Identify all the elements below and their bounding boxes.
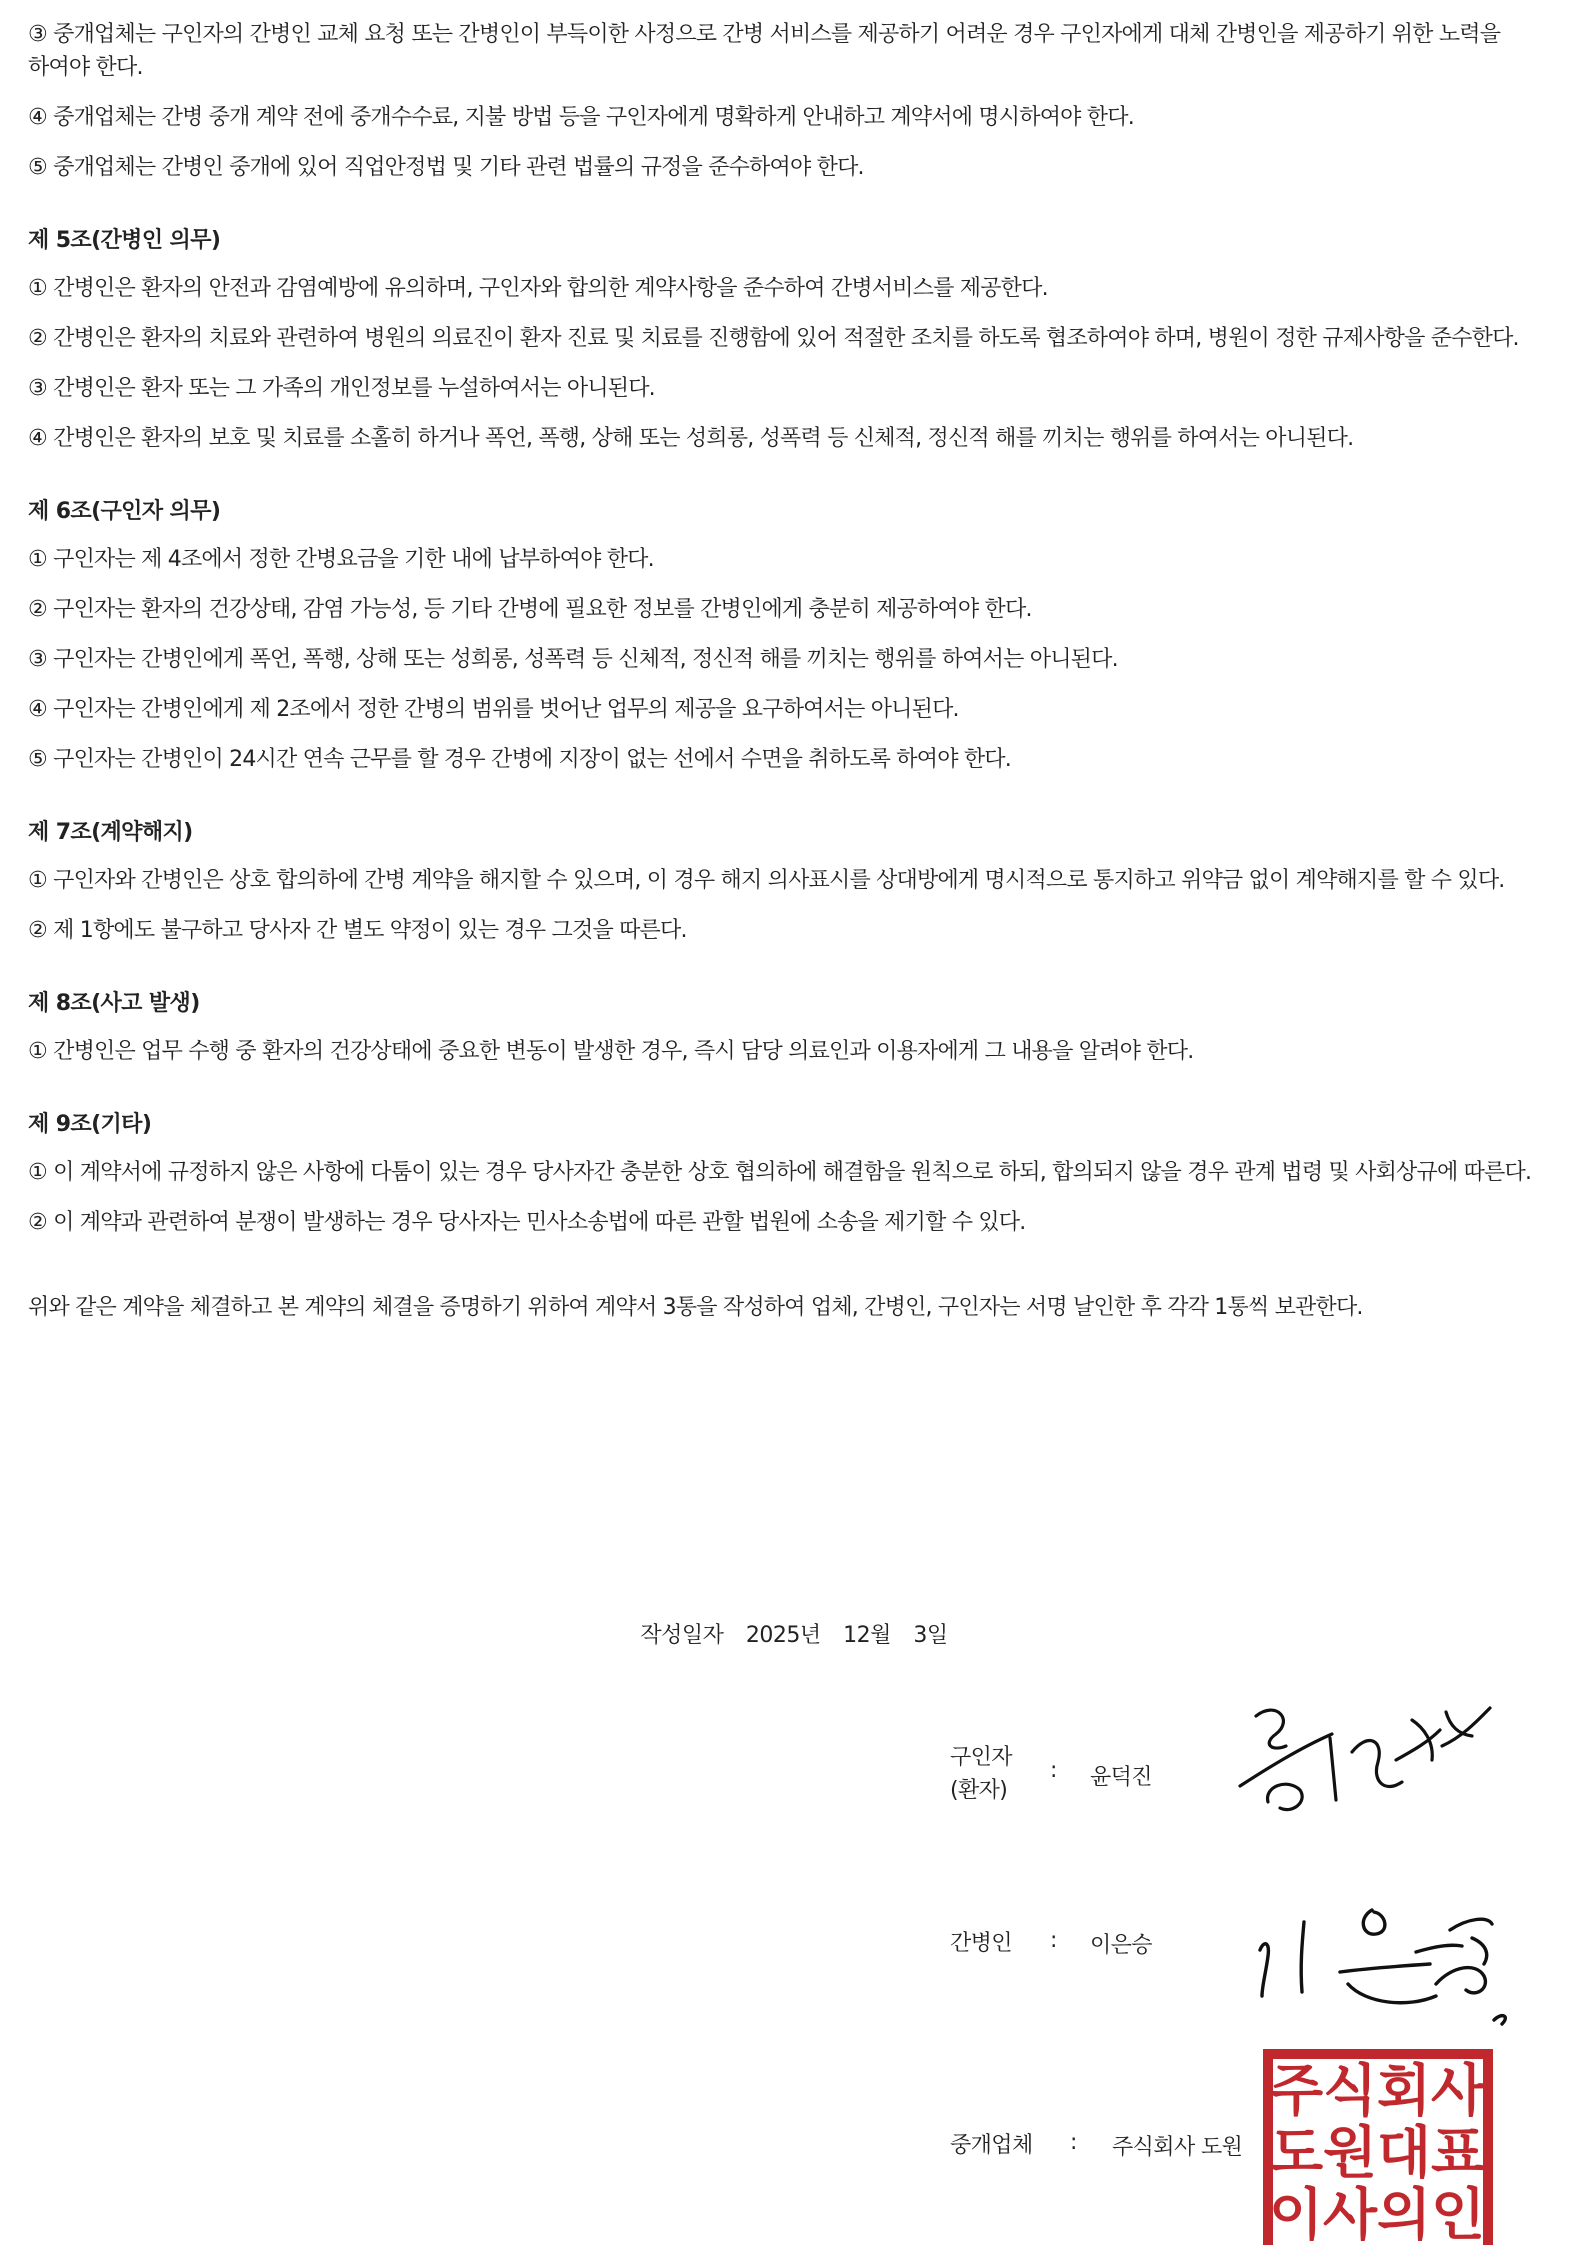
article9-clause-2: ② 이 계약과 관련하여 분쟁이 발생하는 경우 당사자는 민사소송법에 따른 관할 법원에 소송을 제기할 수 있다.	[28, 1210, 1026, 1235]
seal-character: 사	[1430, 2059, 1486, 2124]
agency-name: 주식회사 도원	[1112, 2135, 1243, 2160]
article4-clause-5: ⑤ 중개업체는 간병인 중개에 있어 직업안정법 및 기타 관련 법률의 규정을 준수하여야 한다.	[28, 155, 864, 180]
article4-clause-4: ④ 중개업체는 간병 중개 계약 전에 중개수수료, 지불 방법 등을 구인자에게 명확하게 안내하고 계약서에 명시하여야 한다.	[28, 105, 1134, 130]
requester-label: 구인자	[950, 1745, 1012, 1770]
date-year: 2025년	[745, 1623, 821, 1648]
seal-character: 도	[1268, 2121, 1324, 2186]
seal-character: 식	[1322, 2059, 1378, 2124]
article5-clause-4: ④ 간병인은 환자의 보호 및 치료를 소홀히 하거나 폭언, 폭행, 상해 또는 성희롱, 성폭력 등 신체적, 정신적 해를 끼치는 행위를 하여서는 아니된다.	[28, 426, 1354, 451]
article5-clause-2: ② 간병인은 환자의 치료와 관련하여 병원의 의료진이 환자 진료 및 치료를 진행함에 있어 적절한 조치를 하도록 협조하여야 하며, 병원이 정한 규제사항을 준수한다.	[28, 326, 1519, 351]
article8-heading: 제 8조(사고 발생)	[28, 991, 200, 1016]
article9-heading: 제 9조(기타)	[28, 1112, 152, 1137]
seal-character: 이	[1268, 2183, 1324, 2245]
requester-handwritten-signature	[1228, 1690, 1508, 1840]
caregiver-handwritten-signature	[1240, 1880, 1540, 2030]
seal-character: 대	[1376, 2121, 1432, 2186]
article6-clause-4: ④ 구인자는 간병인에게 제 2조에서 정한 간병의 범위를 벗어난 업무의 제공을 요구하여서는 아니된다.	[28, 697, 959, 722]
seal-character: 표	[1430, 2121, 1486, 2186]
article7-heading: 제 7조(계약해지)	[28, 820, 193, 845]
article7-clause-2: ② 제 1항에도 불구하고 당사자 간 별도 약정이 있는 경우 그것을 따른다.	[28, 918, 687, 943]
article8-clause-1: ① 간병인은 업무 수행 중 환자의 건강상태에 중요한 변동이 발생한 경우, 즉시 담당 의료인과 이용자에게 그 내용을 알려야 한다.	[28, 1039, 1194, 1064]
requester-colon: :	[1050, 1758, 1057, 1783]
article7-clause-1: ① 구인자와 간병인은 상호 합의하에 간병 계약을 해지할 수 있으며, 이 경우 해지 의사표시를 상대방에게 명시적으로 통지하고 위약금 없이 계약해지를 할 수 있다.	[28, 868, 1505, 893]
seal-character: 사	[1322, 2183, 1378, 2245]
seal-character: 인	[1430, 2183, 1486, 2245]
requester-label-sub: (환자)	[950, 1778, 1008, 1803]
contract-document	[28, 18, 1560, 1341]
seal-character: 원	[1322, 2121, 1378, 2186]
article9-clause-1: ① 이 계약서에 규정하지 않은 사항에 다툼이 있는 경우 당사자간 충분한 상호 협의하에 해결함을 원칙으로 하되, 합의되지 않을 경우 관계 법령 및 사회상규에 따른다.	[28, 1160, 1532, 1185]
caregiver-label: 간병인	[950, 1931, 1012, 1956]
date-label: 작성일자	[640, 1623, 724, 1648]
article5-clause-1: ① 간병인은 환자의 안전과 감염예방에 유의하며, 구인자와 합의한 계약사항을 준수하여 간병서비스를 제공한다.	[28, 276, 1048, 301]
article6-clause-3: ③ 구인자는 간병인에게 폭언, 폭행, 상해 또는 성희롱, 성폭력 등 신체적, 정신적 해를 끼치는 행위를 하여서는 아니된다.	[28, 647, 1118, 672]
article6-clause-2: ② 구인자는 환자의 건강상태, 감염 가능성, 등 기타 간병에 필요한 정보를 간병인에게 충분히 제공하여야 한다.	[28, 597, 1032, 622]
caregiver-name: 이은승	[1090, 1933, 1152, 1958]
seal-character: 회	[1376, 2059, 1432, 2124]
article5-heading: 제 5조(간병인 의무)	[28, 228, 221, 253]
date-day: 3일	[913, 1623, 948, 1648]
agency-label: 중개업체	[950, 2133, 1033, 2158]
agency-colon: :	[1070, 2130, 1077, 2155]
date-month: 12월	[843, 1623, 891, 1648]
seal-character: 의	[1376, 2183, 1432, 2245]
seal-character: 주	[1268, 2059, 1324, 2124]
article6-clause-1: ① 구인자는 제 4조에서 정한 간병요금을 기한 내에 납부하여야 한다.	[28, 547, 654, 572]
requester-name: 윤덕진	[1090, 1765, 1152, 1790]
caregiver-colon: :	[1050, 1928, 1057, 1953]
article4-clause-3: ③ 중개업체는 구인자의 간병인 교체 요청 또는 간병인이 부득이한 사정으로 간병 서비스를 제공하기 어려운 경우 구인자에게 대체 간병인을 제공하기 위한 노력을 하여야 한다.	[28, 22, 1501, 80]
article5-clause-3: ③ 간병인은 환자 또는 그 가족의 개인정보를 누설하여서는 아니된다.	[28, 376, 655, 401]
closing-statement: 위와 같은 계약을 체결하고 본 계약의 체결을 증명하기 위하여 계약서 3통을 작성하여 업체, 간병인, 구인자는 서명 날인한 후 각각 1통씩 보관한다.	[28, 1295, 1363, 1320]
date-line	[0, 1618, 1588, 1649]
article6-clause-5: ⑤ 구인자는 간병인이 24시간 연속 근무를 할 경우 간병에 지장이 없는 선에서 수면을 취하도록 하여야 한다.	[28, 747, 1011, 772]
article6-heading: 제 6조(구인자 의무)	[28, 499, 221, 524]
company-seal-stamp	[1262, 2048, 1494, 2245]
